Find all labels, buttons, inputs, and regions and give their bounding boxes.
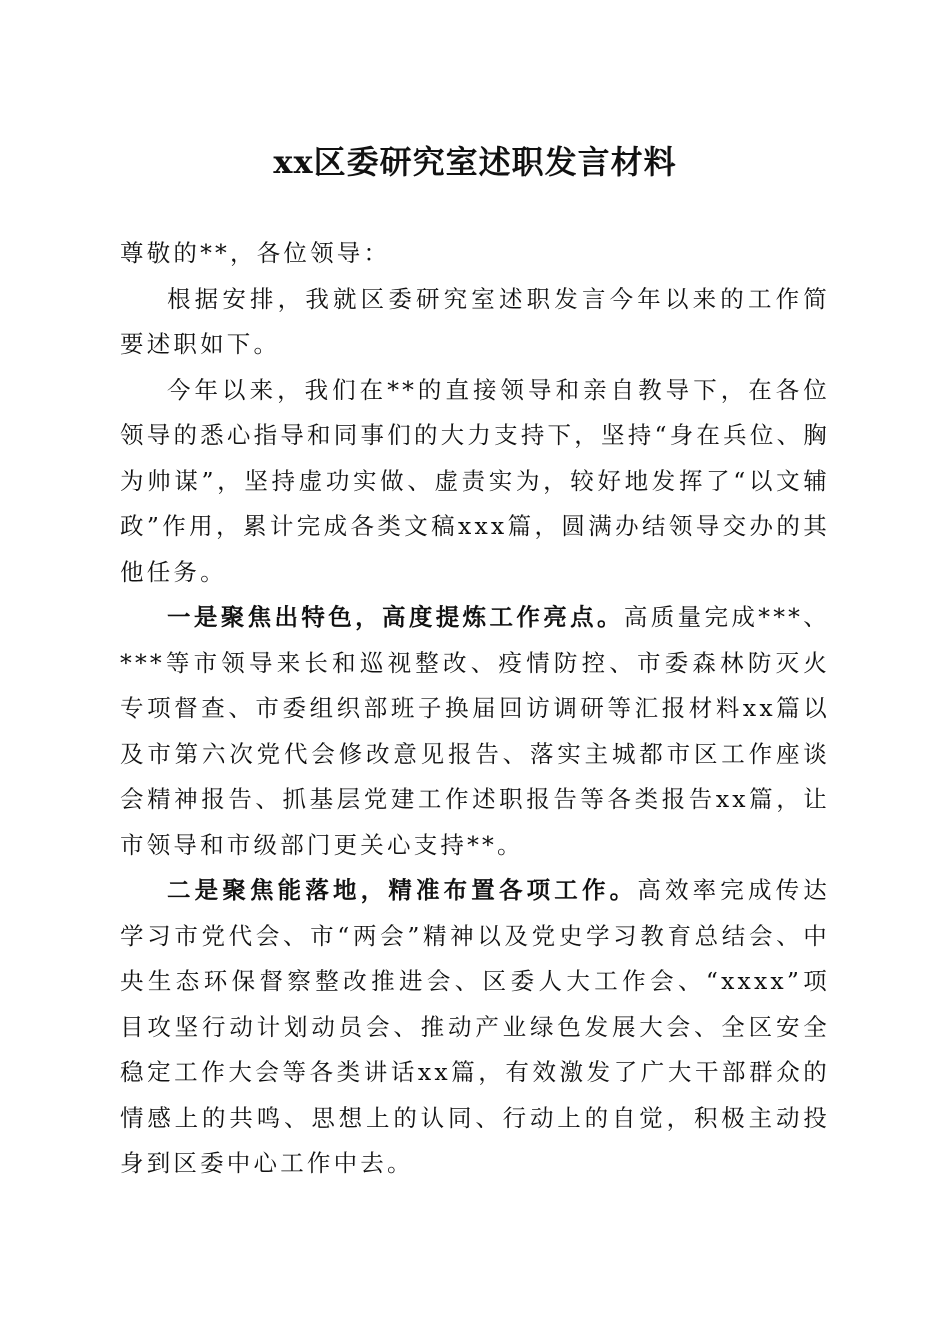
- paragraph-text: 今年以来，我们在**的直接领导和亲自教导下，在各位领导的悉心指导和同事们的大力支持下，坚持“身在兵位、胸为帅谋”，坚持虚功实做、虚责实为，较好地发挥了“以文辅政”作用，累计完成各类文稿xxx篇，圆满办结领导交办的其他任务。: [120, 375, 830, 586]
- paragraph-summary: [120, 368, 830, 596]
- document-title: xx区委研究室述职发言材料: [273, 143, 677, 181]
- paragraph-intro: [120, 277, 830, 368]
- document-body: [120, 231, 830, 1187]
- paragraph-lead: 二是聚焦能落地，精准布置各项工作。: [167, 876, 638, 904]
- paragraph-point-one: [120, 595, 830, 868]
- salutation: 尊敬的**，各位领导：: [120, 239, 391, 267]
- paragraph-text: 高质量完成***、***等市领导来长和巡视整改、疫情防控、市委森林防灭火专项督查、市委组织部班子换届回访调研等汇报材料xx篇以及市第六次党代会修改意见报告、落实主城都市区工作座谈会精神报告、抓基层党建工作述职报告等各类报告xx篇，让市领导和市级部门更关心支持**。: [120, 603, 830, 859]
- paragraph-text: 高效率完成传达学习市党代会、市“两会”精神以及党史学习教育总结会、中央生态环保督察整改推进会、区委人大工作会、“xxxx”项目攻坚行动计划动员会、推动产业绿色发展大会、全区安全稳定工作大会等各类讲话xx篇，有效激发了广大干部群众的情感上的共鸣、思想上的认同、行动上的自觉，积极主动投身到区委中心工作中去。: [120, 876, 831, 1177]
- paragraph-lead: 一是聚焦出特色，高度提炼工作亮点。: [167, 603, 624, 631]
- paragraph-text: 根据安排，我就区委研究室述职发言今年以来的工作简要述职如下。: [120, 284, 830, 358]
- paragraph-point-two: [120, 868, 830, 1187]
